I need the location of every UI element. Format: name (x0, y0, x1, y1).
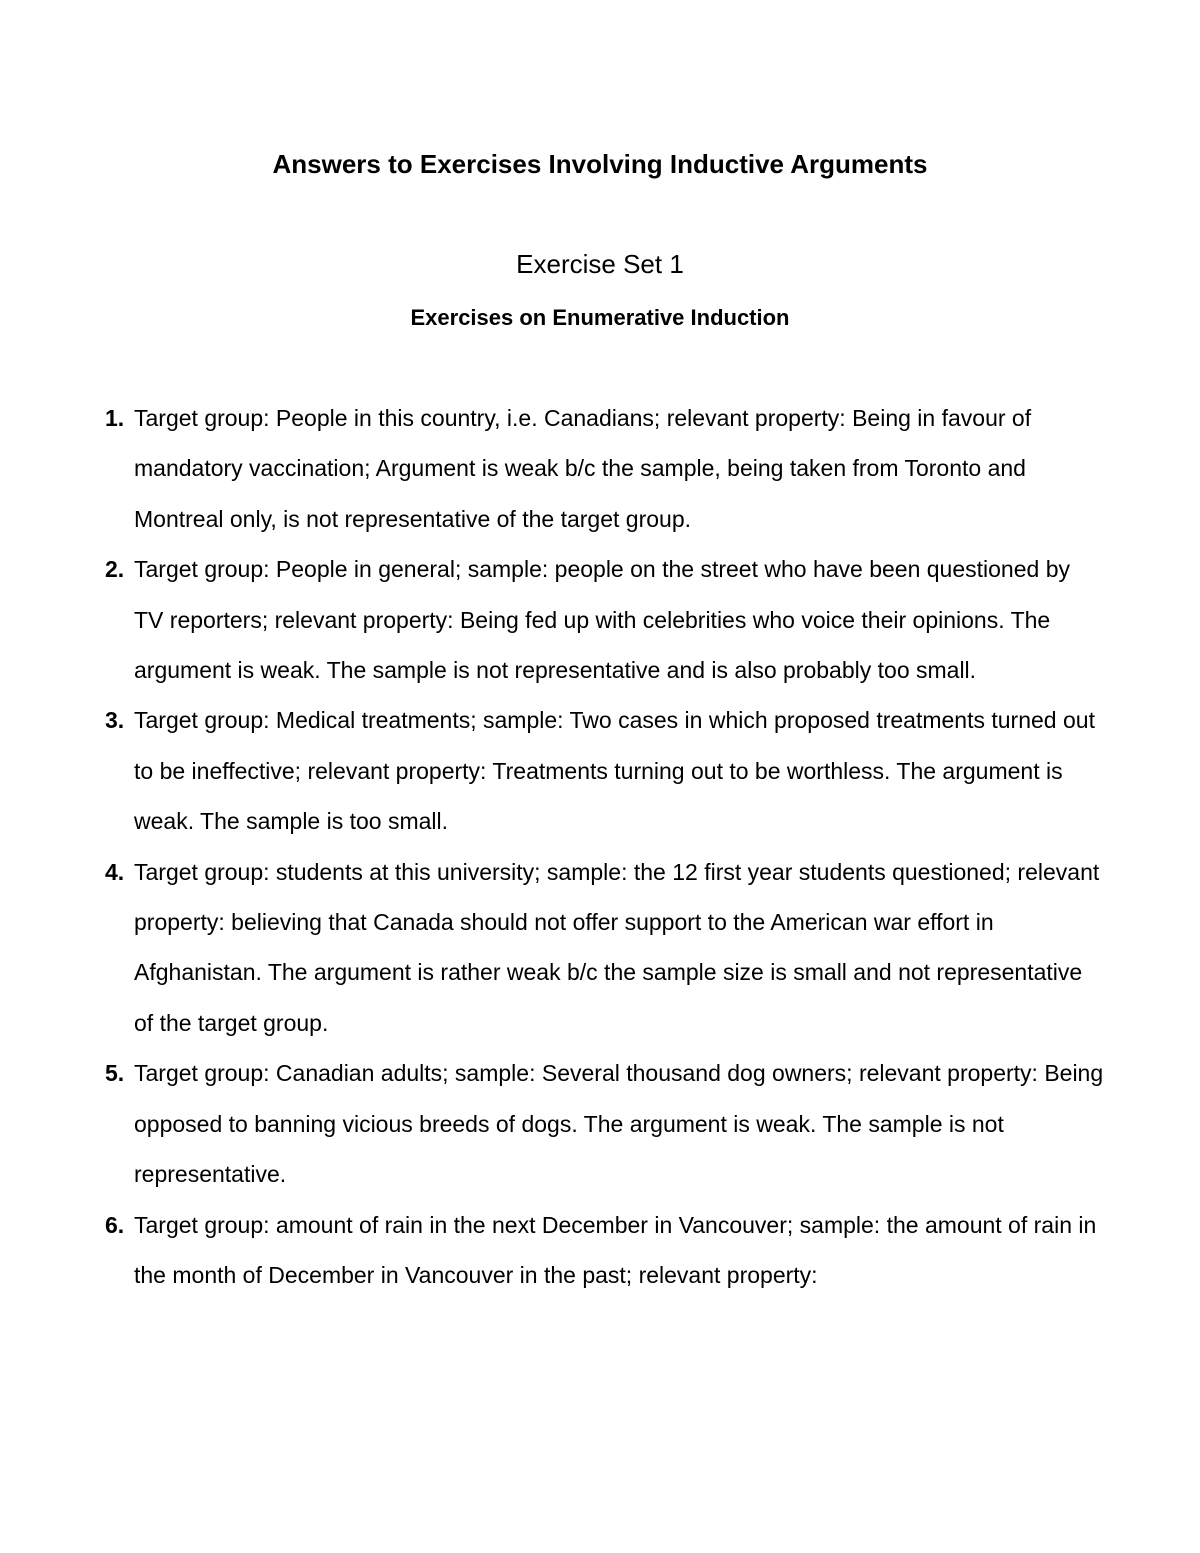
answer-text: Target group: students at this university; sample: the 12 first year students questioned; relevant property: believing that Canada should not offer support to the American war effort in Afghanistan. The argument is rather weak b/c the sample size is small and not representative of the target group. (134, 858, 1100, 1036)
section-heading: Exercises on Enumerative Induction (410, 305, 790, 330)
answer-number: 6. (105, 1211, 125, 1238)
answer-text: Target group: People in this country, i.e. Canadians; relevant property: Being in favour of mandatory vaccination; Argument is weak b/c the sample, being taken from Toronto and Montreal only, is not representative of the target group. (134, 405, 1032, 532)
answer-text: Target group: Medical treatments; sample: Two cases in which proposed treatments turned out to be ineffective; relevant property: Treatments turning out to be worthless. The argument is weak. The sample is too small. (134, 707, 1095, 835)
exercise-set-heading: Exercise Set 1 (516, 249, 684, 279)
answer-item-5 (105, 1048, 1105, 1199)
answer-item-1 (105, 393, 1105, 544)
answer-item-3 (105, 695, 1105, 846)
answer-number: 2. (105, 556, 125, 583)
answer-number: 1. (105, 405, 125, 431)
answer-number: 4. (105, 858, 125, 885)
answer-number: 3. (105, 707, 125, 734)
answer-text: Target group: Canadian adults; sample: Several thousand dog owners; relevant property: Being opposed to banning vicious breeds of dogs. The argument is weak. The sample is not representative. (134, 1060, 1104, 1188)
answer-text: Target group: People in general; sample: people on the street who have been questioned by TV reporters; relevant property: Being fed up with celebrities who voice their opinions. The argument is weak. The sample is not representative and is also probably too small. (134, 556, 1070, 684)
answer-item-2 (105, 544, 1105, 695)
answer-item-6 (105, 1200, 1105, 1301)
answer-list (105, 393, 1105, 1300)
answer-item-4 (105, 847, 1105, 1049)
answer-text: Target group: amount of rain in the next December in Vancouver; sample: the amount of rain in the month of December in Vancouver in the past; relevant property: (134, 1211, 1097, 1288)
page-title: Answers to Exercises Involving Inductive Arguments (272, 149, 928, 179)
answer-number: 5. (105, 1060, 125, 1087)
